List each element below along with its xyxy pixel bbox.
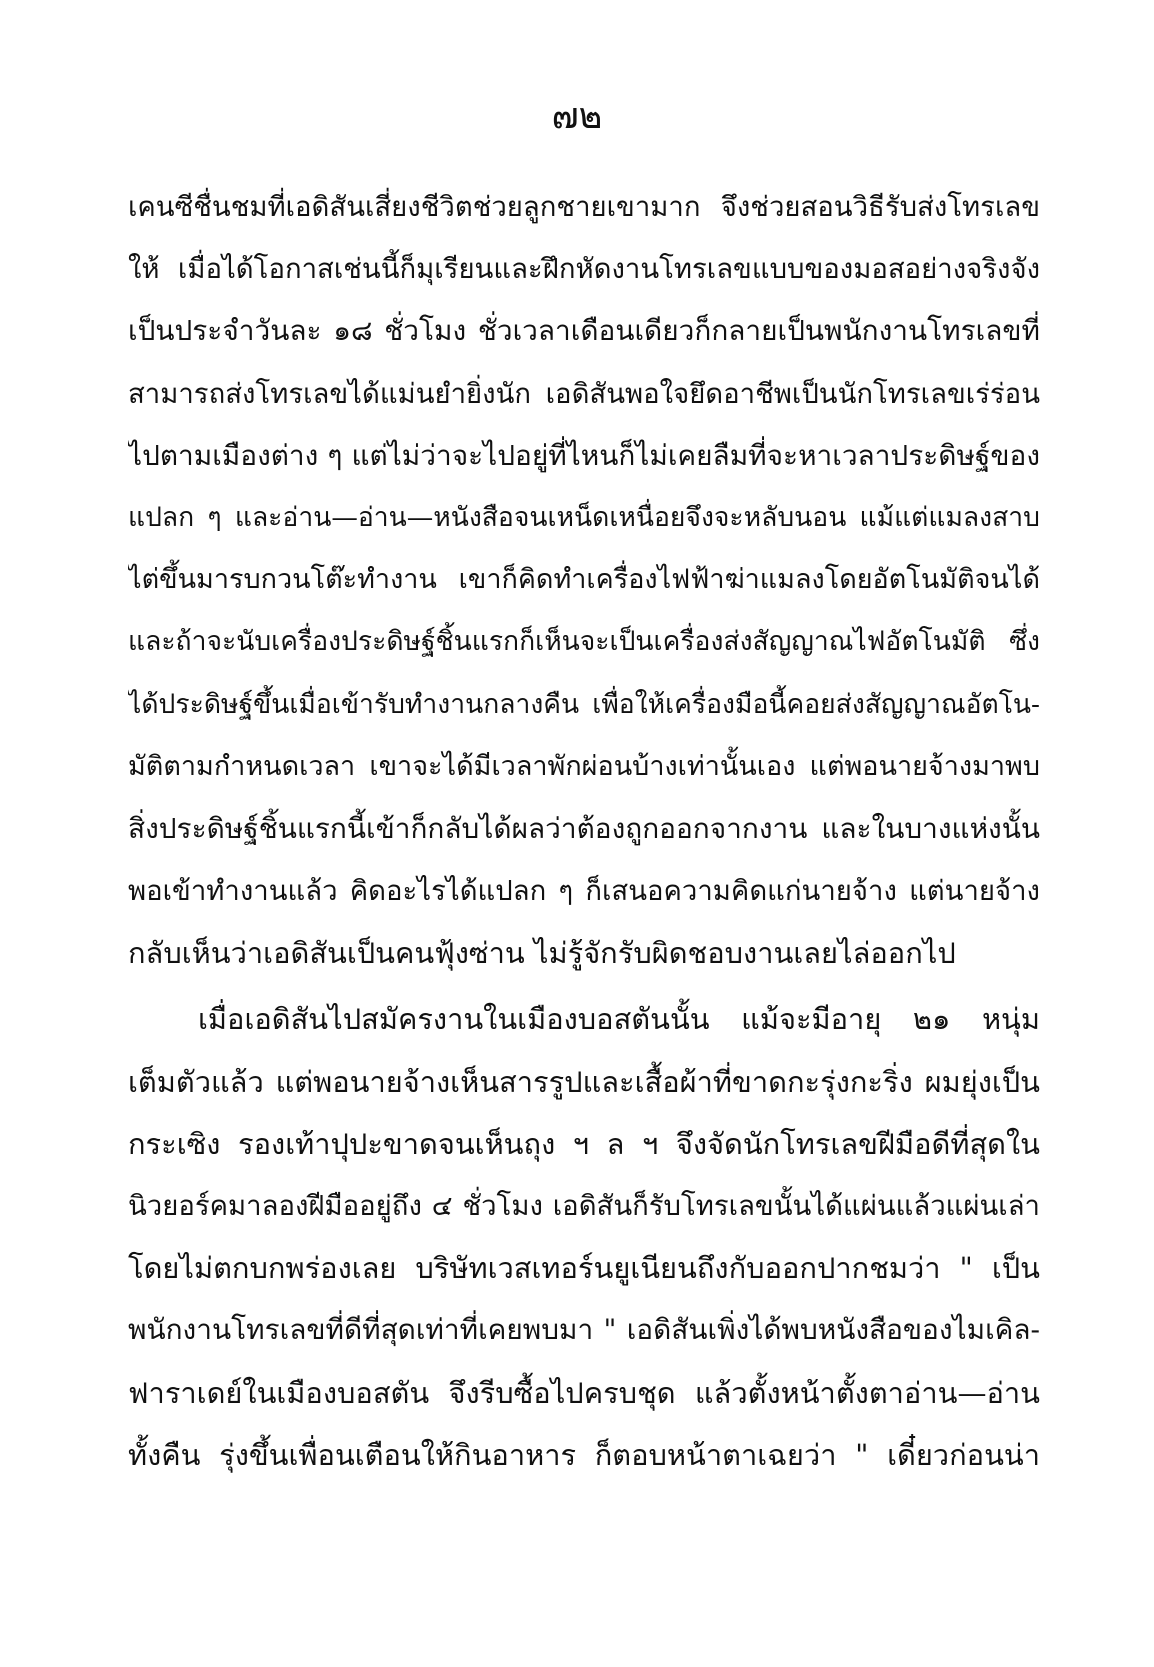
text-line: เป็นประจำวันละ ๑๘ ชั่วโมง ชั่วเวลาเดือนเดียวก็กลายเป็นพนักงานโทรเลขที่ <box>128 314 1040 348</box>
text-line: สิ่งประดิษฐ์ชิ้นแรกนี้เข้าก็กลับได้ผลว่าต้องถูกออกจากงาน และในบางแห่งนั้น <box>128 811 1040 845</box>
paragraph-1 <box>128 176 1040 984</box>
text-line: เมื่อเอดิสันไปสมัครงานในเมืองบอสตันนั้น แม้จะมีอายุ ๒๑ หนุ่ม <box>198 1002 1040 1037</box>
text-line: ฟาราเดย์ในเมืองบอสตัน จึงรีบซื้อไปครบชุด แล้วตั้งหน้าตั้งตาอ่าน—อ่าน <box>128 1375 1040 1410</box>
text-line: นิวยอร์คมาลองฝีมืออยู่ถึง ๔ ชั่วโมง เอดิสันก็รับโทรเลขนั้นได้แผ่นแล้วแผ่นเล่า <box>128 1190 1040 1222</box>
text-line: มัติตามกำหนดเวลา เขาจะได้มีเวลาพักผ่อนบ้างเท่านั้นเอง แต่พอนายจ้างมาพบ <box>128 750 1040 782</box>
text-line: โดยไม่ตกบกพร่องเลย บริษัทเวสเทอร์นยูเนียนถึงกับออกปากชมว่า " เป็น <box>128 1251 1040 1286</box>
text-line: กระเซิง รองเท้าปุปะขาดจนเห็นถุง ฯ ล ฯ จึงจัดนักโทรเลขฝีมือดีที่สุดใน <box>128 1126 1040 1161</box>
text-line: ได้ประดิษฐ์ขึ้นเมื่อเข้ารับทำงานกลางคืน เพื่อให้เครื่องมือนี้คอยส่งสัญญาณอัตโน- <box>128 688 1040 720</box>
text-line: พอเข้าทำงานแล้ว คิดอะไรได้แปลก ๆ ก็เสนอความคิดแก่นายจ้าง แต่นายจ้าง <box>128 875 1040 908</box>
text-line: แปลก ๆ และอ่าน—อ่าน—หนังสือจนเหน็ดเหนื่อยจึงจะหลับนอน แม้แต่แมลงสาบ <box>128 501 1040 533</box>
text-line: ทั้งคืน รุ่งขึ้นเพื่อนเตือนให้กินอาหาร ก็ตอบหน้าตาเฉยว่า " เดี๋ยวก่อนน่า <box>128 1437 1040 1472</box>
text-line: ให้ เมื่อได้โอกาสเช่นนี้ก็มุเรียนและฝึกหัดงานโทรเลขแบบของมอสอย่างจริงจัง <box>128 253 1040 286</box>
text-line: กลับเห็นว่าเอดิสันเป็นคนฟุ้งซ่าน ไม่รู้จักรับผิดชอบงานเลยไล่ออกไป <box>128 936 956 971</box>
page-number: ๗๒ <box>551 96 603 137</box>
text-line: ไปตามเมืองต่าง ๆ แต่ไม่ว่าจะไปอยู่ที่ไหนก็ไม่เคยลืมที่จะหาเวลาประดิษฐ์ของ <box>128 438 1040 472</box>
text-line: สามารถส่งโทรเลขได้แม่นยำยิ่งนัก เอดิสันพอใจยึดอาชีพเป็นนักโทรเลขเร่ร่อน <box>128 377 1040 410</box>
text-line: ไต่ขึ้นมารบกวนโต๊ะทำงาน เขาก็คิดทำเครื่องไฟฟ้าฆ่าแมลงโดยอัตโนมัติจนได้ <box>128 564 1040 596</box>
body-text <box>128 176 1040 1486</box>
text-line: พนักงานโทรเลขที่ดีที่สุดเท่าที่เคยพบมา " เอดิสันเพิ่งได้พบหนังสือของไมเคิล- <box>128 1313 1040 1347</box>
text-line: เคนซีชื่นชมที่เอดิสันเสี่ยงชีวิตช่วยลูกชายเขามาก จึงช่วยสอนวิธีรับส่งโทรเลข <box>128 191 1040 223</box>
paragraph-2 <box>128 988 1040 1486</box>
text-line: เต็มตัวแล้ว แต่พอนายจ้างเห็นสารรูปและเสื้อผ้าที่ขาดกะรุ่งกะริ่ง ผมยุ่งเป็น <box>128 1064 1040 1099</box>
text-line: และถ้าจะนับเครื่องประดิษฐ์ชิ้นแรกก็เห็นจะเป็นเครื่องส่งสัญญาณไฟอัตโนมัติ ซึ่ง <box>128 626 1040 658</box>
